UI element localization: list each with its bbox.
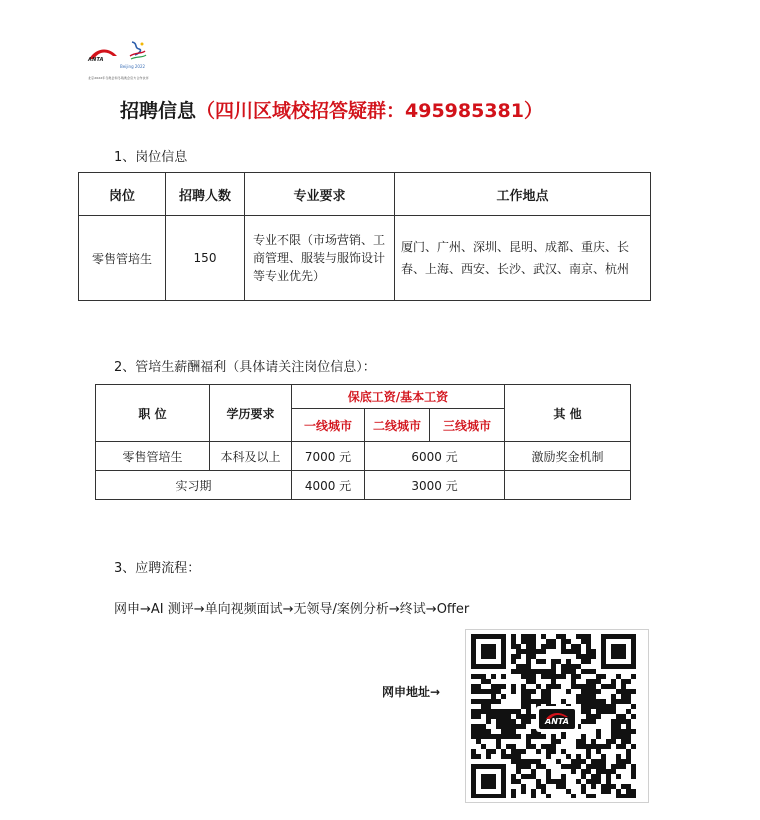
cell-intern-tier1-salary: 4000 元	[292, 471, 365, 500]
anta-logo-icon	[88, 40, 118, 68]
table-header-row	[79, 173, 651, 216]
table-row	[96, 442, 631, 471]
cell-count: 150	[166, 216, 245, 301]
header-requirement: 专业要求	[245, 173, 395, 216]
cell-intern-tier23-salary: 3000 元	[365, 471, 505, 500]
positions-table	[78, 172, 651, 301]
cell-locations: 厦门、广州、深圳、昆明、成都、重庆、长春、上海、西安、长沙、武汉、南京、杭州	[395, 216, 651, 301]
cell-intern-other	[505, 471, 631, 500]
anta-brand-text: ANTA	[88, 57, 104, 63]
header-count: 招聘人数	[166, 173, 245, 216]
salary-header-row	[96, 385, 631, 409]
header-tier3-city: 三线城市	[430, 409, 505, 442]
cell-other: 激励奖金机制	[505, 442, 631, 471]
header-logo	[88, 40, 156, 82]
header-other: 其 他	[505, 385, 631, 442]
header-tier1-city: 一线城市	[292, 409, 365, 442]
olympic-emblem-text: Beijing 2022	[120, 64, 146, 69]
partner-caption: 北京2022年冬奥会和冬残奥会官方合作伙伴	[88, 76, 149, 80]
cell-position: 零售管培生	[79, 216, 166, 301]
cell-requirement: 专业不限（市场营销、工商管理、服装与服饰设计等专业优先）	[245, 216, 395, 301]
header-base-salary: 保底工资/基本工资	[292, 385, 505, 409]
qr-center-brand: ANTA	[539, 709, 575, 729]
application-flow: 网申→AI 测评→单向视频面试→无领导/案例分析→终试→Offer	[114, 602, 470, 617]
title-main: 招聘信息	[120, 100, 197, 122]
header-job: 职 位	[96, 385, 210, 442]
section-heading-process: 3、应聘流程：	[114, 561, 201, 576]
cell-tier23-salary: 6000 元	[365, 442, 505, 471]
cell-tier1-salary: 7000 元	[292, 442, 365, 471]
table-row	[79, 216, 651, 301]
cell-internship: 实习期	[96, 471, 292, 500]
anta-logo-icon	[545, 710, 569, 720]
header-position: 岗位	[79, 173, 166, 216]
section-heading-positions: 1、岗位信息	[114, 150, 188, 165]
title-qq-group: （四川区域校招答疑群：495985381）	[196, 100, 543, 122]
salary-table	[95, 384, 631, 500]
header-location: 工作地点	[395, 173, 651, 216]
header-tier2-city: 二线城市	[365, 409, 430, 442]
header-education: 学历要求	[210, 385, 292, 442]
table-row	[96, 471, 631, 500]
cell-job: 零售管培生	[96, 442, 210, 471]
cell-education: 本科及以上	[210, 442, 292, 471]
qr-center-logo	[536, 706, 578, 732]
section-heading-salary: 2、管培生薪酬福利（具体请关注岗位信息）：	[114, 360, 376, 375]
apply-address-label: 网申地址→	[382, 685, 441, 699]
page-title	[120, 96, 543, 123]
apply-qr-code[interactable]	[465, 629, 649, 803]
